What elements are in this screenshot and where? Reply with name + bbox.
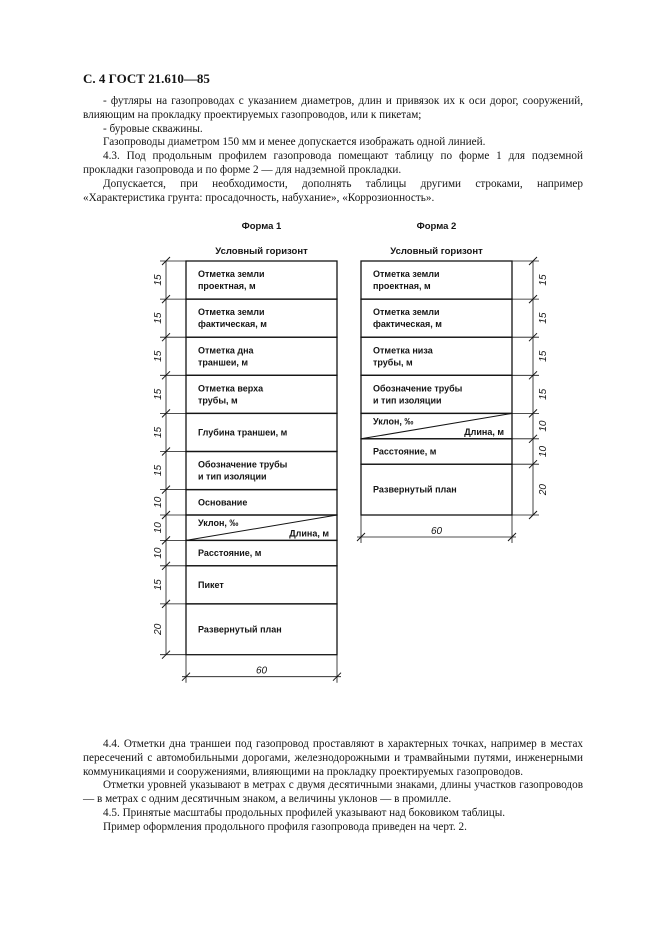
form2-row-label: Отметка низа — [373, 345, 433, 356]
form1-row-label: Обозначение трубы — [198, 459, 288, 470]
form1-row-label: Пикет — [198, 579, 224, 590]
form1-row-height: 15 — [153, 579, 164, 591]
form1-row-label: Основание — [198, 497, 248, 508]
form1-table — [153, 221, 341, 683]
form2-row-height: 10 — [538, 420, 549, 432]
form2-row-label: Расстояние, м — [373, 446, 437, 457]
form1-row-label: фактическая, м — [198, 319, 267, 330]
form2-row-cell — [361, 337, 512, 375]
form1-row-height: 15 — [153, 464, 164, 477]
form1-row-label: траншеи, м — [198, 357, 249, 368]
form1-row-label: Глубина траншеи, м — [198, 427, 288, 438]
form2-row-height: 15 — [538, 350, 549, 362]
form1-row-height: 10 — [153, 547, 164, 559]
form1-row-label: и тип изоляции — [198, 471, 267, 482]
form2-row-height: 15 — [538, 312, 549, 324]
form1-row-height: 20 — [153, 623, 164, 635]
paragraph: 4.5. Принятые масштабы продольных профилей указывают над боковиком таблицы. — [103, 806, 506, 819]
form1-row-label: Длина, м — [289, 528, 329, 539]
page-header: С. 4 ГОСТ 21.610—85 — [83, 71, 210, 86]
form2-row-cell — [361, 375, 512, 413]
form1-row-cell — [186, 452, 337, 490]
form1-row-label: Отметка верха — [198, 383, 264, 394]
paragraph: Допускается, при необходимости, дополнять таблицы другими строками, например «Характеристика грунта: просадочность, набухание», «Коррозионность». — [83, 177, 583, 204]
paragraph: 4.4. Отметки дна траншеи под газопровод проставляют в характерных точках, например в местах пересечений с автомобильными дорогами, железнодорожными и трамвайными путями, инженерными коммуникациями и сооружениями, влияющими на прокладку проектируемых газопроводов. — [83, 738, 583, 778]
bottom-text — [83, 738, 583, 835]
form2-horizon-label: Условный горизонт — [390, 246, 483, 257]
form1-horizon-label: Условный горизонт — [215, 246, 308, 257]
form2-table — [357, 221, 549, 543]
form1-row-label: Уклон, ‰ — [198, 518, 239, 528]
form2-row-height: 15 — [538, 388, 549, 400]
form1-row-cell — [186, 375, 337, 413]
paragraph: 4.3. Под продольным профилем газопровода помещают таблицу по форме 1 для подземной прокладки газопровода и по форме 2 — для надземной прокладки. — [83, 150, 583, 176]
form2-row-cell — [361, 261, 512, 299]
form1-row-label: Отметка земли — [198, 307, 265, 318]
form1-row-cell — [186, 299, 337, 337]
form1-row-label: Отметка земли — [198, 269, 265, 280]
form2-row-height: 15 — [538, 274, 549, 286]
form1-row-label: Расстояние, м — [198, 548, 262, 559]
form1-row-height: 15 — [153, 312, 164, 324]
paragraph: - футляры на газопроводах с указанием диаметров, длин и привязок их к оси дорог, сооружений, влияющим на прокладку проектируемых газопроводов, или к пикетам; — [83, 95, 583, 121]
form2-title: Форма 2 — [416, 221, 457, 232]
form1-row-height: 15 — [153, 426, 164, 439]
form2-row-height: 20 — [538, 484, 549, 496]
form2-row-cell — [361, 299, 512, 337]
form2-row-label: проектная, м — [373, 281, 431, 292]
form1-row-label: проектная, м — [198, 281, 256, 292]
form1-row-height: 10 — [153, 522, 164, 534]
form2-row-label: трубы, м — [373, 357, 413, 368]
form1-width-label: 60 — [255, 665, 268, 677]
form2-row-label: Обозначение трубы — [373, 383, 463, 394]
form1-row-height: 15 — [153, 388, 164, 400]
form2-row-label: фактическая, м — [373, 319, 442, 330]
form1-title: Форма 1 — [241, 221, 282, 232]
form2-width-label: 60 — [430, 526, 443, 537]
paragraph: Пример оформления продольного профиля газопровода приведен на черт. 2. — [103, 820, 467, 833]
paragraph: Отметки уровней указывают в метрах с двумя десятичными знаками, длины участков газопроводов — в метрах с одним десятичным знаком, а величины уклонов — в промилле. — [83, 779, 583, 806]
form1-row-label: Развернутый план — [198, 624, 282, 635]
form2-row-label: Отметка земли — [373, 269, 440, 280]
paragraph: - буровые скважины. — [103, 122, 203, 135]
form1-row-label: Отметка дна — [198, 345, 254, 356]
form1-row-height: 10 — [153, 496, 164, 508]
form2-row-label: Развернутый план — [373, 484, 457, 495]
paragraph: Газопроводы диаметром 150 мм и менее допускается изображать одной линией. — [103, 136, 486, 149]
form1-row-cell — [186, 337, 337, 375]
form2-row-label: и тип изоляции — [373, 395, 442, 406]
form2-row-label: Длина, м — [464, 426, 504, 437]
form1-row-cell — [186, 261, 337, 299]
form1-row-height: 15 — [153, 350, 164, 362]
form2-row-label: Уклон, ‰ — [373, 416, 414, 427]
form1-row-height: 15 — [153, 274, 164, 286]
form2-row-height: 10 — [538, 445, 549, 458]
form2-row-label: Отметка земли — [373, 307, 440, 318]
form1-row-label: трубы, м — [198, 395, 238, 406]
